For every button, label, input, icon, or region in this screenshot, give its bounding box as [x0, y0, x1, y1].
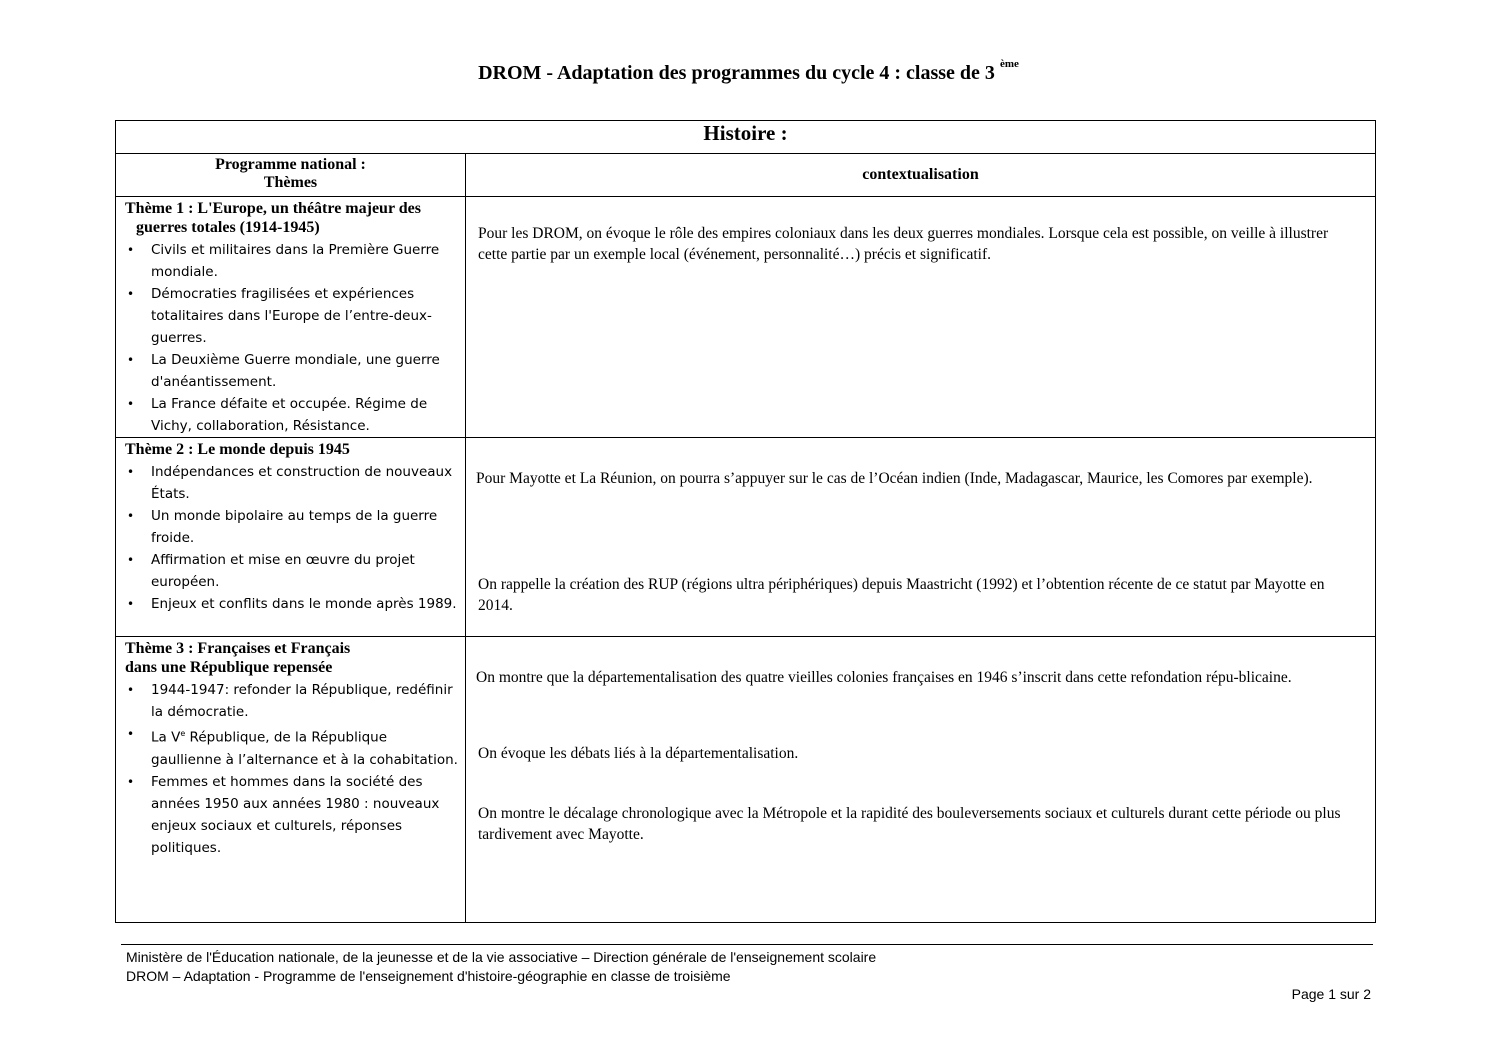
footer: [126, 948, 876, 986]
theme-2-items: [125, 461, 461, 615]
header-themes-line2: Thèmes: [263, 174, 318, 191]
header-themes: [116, 154, 466, 197]
list-item: • 1944-1947: refonder la République, redéfinir la démocratie.: [151, 679, 461, 723]
theme-2-title-line1: Thème 2 : Le monde depuis 1945: [125, 441, 350, 458]
header-row: [116, 154, 1376, 197]
theme-3-items: [125, 679, 461, 859]
theme-3-cell: [116, 637, 466, 923]
context-paragraph: Pour les DROM, on évoque le rôle des empires coloniaux dans les deux guerres mondiales. Lorsque cela est possible, on veille à illustrer cette partie par un exemple local (événement, personnalité…) précis et significatif.: [478, 225, 1329, 263]
theme-row-3: [116, 637, 1376, 923]
list-item: • Civils et militaires dans la Première Guerre mondiale.: [151, 239, 461, 283]
theme-3-title-line2: dans une République repensée: [125, 659, 333, 676]
footer-divider: [121, 944, 1373, 945]
page-number: Page 1 sur 2: [1291, 986, 1371, 1002]
list-item: • Un monde bipolaire au temps de la guerre froide.: [151, 505, 461, 549]
theme-1-title-line2: guerres totales (1914-1945): [136, 219, 320, 236]
list-item: • Affirmation et mise en œuvre du projet européen.: [151, 549, 461, 593]
theme-2-context: [466, 438, 1376, 637]
document-title-text: DROM - Adaptation des programmes du cycle 4 : classe de 3: [478, 62, 995, 84]
list-item: • La Deuxième Guerre mondiale, une guerre d'anéantissement.: [151, 349, 461, 393]
theme-row-2: [116, 438, 1376, 637]
theme-3-title-line1: Thème 3 : Françaises et Français: [125, 640, 351, 657]
list-item: [151, 723, 461, 771]
footer-line2: DROM – Adaptation - Programme de l'enseignement d'histoire-géographie en classe de troisième: [126, 968, 731, 984]
theme-1-context: [466, 197, 1376, 438]
theme-1-cell: [116, 197, 466, 438]
list-item-prefix: La V: [151, 729, 181, 746]
theme-2-title: [125, 440, 461, 459]
document-title-superscript: ème: [999, 58, 1019, 71]
section-row: [116, 121, 1376, 154]
theme-1-title: [125, 199, 461, 237]
header-themes-line1: Programme national :: [215, 156, 366, 173]
context-paragraph: On évoque les débats liés à la départementalisation.: [478, 745, 799, 762]
section-title: Histoire :: [116, 121, 1376, 154]
footer-line1: Ministère de l'Éducation nationale, de la jeunesse et de la vie associative – Direction générale de l'enseignement scolaire: [126, 949, 877, 965]
list-item-text: République, de la République gaullienne à l’alternance et à la cohabitation.: [151, 729, 458, 768]
list-item: • Indépendances et construction de nouveaux États.: [151, 461, 461, 505]
list-item: • La France défaite et occupée. Régime de Vichy, collaboration, Résistance.: [151, 393, 461, 437]
context-paragraph: On montre le décalage chronologique avec la Métropole et la rapidité des bouleversements sociaux et culturels durant cette période ou plus tardivement avec Mayotte.: [478, 805, 1341, 843]
theme-3-title: [125, 639, 461, 677]
header-contextualisation: contextualisation: [466, 154, 1376, 197]
context-paragraph: Pour Mayotte et La Réunion, on pourra s’appuyer sur le cas de l’Océan indien (Inde, Madagascar, Maurice, les Comores par exemple).: [476, 470, 1313, 487]
document-title: [0, 58, 1497, 85]
theme-2-cell: [116, 438, 466, 637]
theme-1-items: [125, 239, 461, 437]
theme-row-1: [116, 197, 1376, 438]
context-paragraph: On montre que la départementalisation des quatre vieilles colonies françaises en 1946 s’inscrit dans cette refondation répu-blicaine.: [476, 669, 1292, 686]
list-item: • Enjeux et conflits dans le monde après 1989.: [151, 593, 461, 615]
list-item: • Femmes et hommes dans la société des années 1950 aux années 1980 : nouveaux enjeux sociaux et culturels, réponses politiques.: [151, 771, 461, 859]
theme-1-title-line1: Thème 1 : L'Europe, un théâtre majeur des: [125, 200, 421, 217]
program-table: [115, 120, 1376, 923]
list-item: • Démocraties fragilisées et expériences totalitaires dans l'Europe de l’entre-deux-guerres.: [151, 283, 461, 349]
list-item-superscript: e: [180, 729, 186, 738]
context-paragraph: On rappelle la création des RUP (régions ultra périphériques) depuis Maastricht (1992) et l’obtention récente de ce statut par Mayotte en 2014.: [478, 576, 1325, 614]
theme-3-context: [466, 637, 1376, 923]
